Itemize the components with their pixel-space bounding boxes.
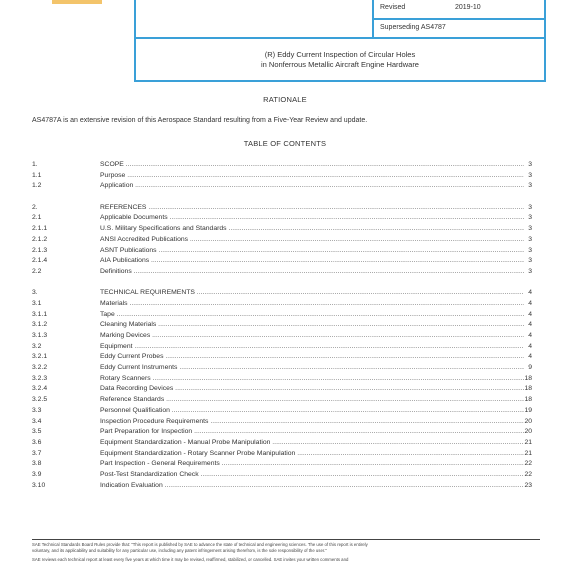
toc-entry[interactable] <box>32 331 532 342</box>
toc-entry-title: Rotary Scanners ..... <box>100 374 524 385</box>
toc-entry-page: 4 <box>528 321 532 329</box>
toc-entry-title: TECHNICAL REQUIREMENTS ..... <box>100 288 524 299</box>
toc-entry-title: Materials ..... <box>100 299 524 310</box>
toc-entry-title: Equipment Standardization - Rotary Scanner Probe Manipulation ..... <box>100 449 524 460</box>
toc-entry-number: 3.1.2 <box>32 321 48 329</box>
toc-entry[interactable] <box>32 256 532 267</box>
footer-rule <box>32 539 540 540</box>
toc-entry[interactable] <box>32 246 532 257</box>
toc-entry-number: 2.1.4 <box>32 257 48 265</box>
toc-entry[interactable] <box>32 267 532 278</box>
toc-entry-title: Indication Evaluation ..... <box>100 481 524 492</box>
toc-entry-title: Part Inspection - General Requirements ..... <box>100 459 524 470</box>
toc-entry-number: 3.9 <box>32 470 42 478</box>
toc-entry-page: 18 <box>524 385 532 393</box>
toc-entry[interactable] <box>32 449 532 460</box>
superseding-note: Superseding AS4787 <box>380 24 446 31</box>
toc-entry-number: 3.2.1 <box>32 353 48 361</box>
toc-entry[interactable] <box>32 213 532 224</box>
toc-entry-page: 21 <box>524 438 532 446</box>
toc-entry-number: 3.2.3 <box>32 374 48 382</box>
toc-entry-page: 3 <box>528 257 532 265</box>
toc-entry-number: 1. <box>32 161 38 168</box>
toc-entry-title: Eddy Current Probes ..... <box>100 352 524 363</box>
toc-entry-number: 3.4 <box>32 417 42 425</box>
toc-entry-title: AIA Publications ..... <box>100 256 524 267</box>
toc-entry[interactable] <box>32 224 532 235</box>
toc-entry-number: 3.2.2 <box>32 364 48 372</box>
toc-entry-page: 3 <box>528 235 532 243</box>
toc-entry[interactable] <box>32 417 532 428</box>
toc-entry-number: 3.5 <box>32 428 42 436</box>
toc-entry-page: 4 <box>528 289 532 297</box>
revised-date: 2019-10 <box>455 4 481 11</box>
toc-entry-number: 1.2 <box>32 182 42 190</box>
toc-entry-page: 4 <box>528 299 532 307</box>
toc-group-spacer <box>32 278 532 289</box>
toc-entry-page: 4 <box>528 310 532 318</box>
toc-entry-title: Applicable Documents ..... <box>100 213 524 224</box>
toc-entry-title: Definitions ..... <box>100 267 524 278</box>
toc-entry[interactable] <box>32 235 532 246</box>
toc-entry-page: 22 <box>524 460 532 468</box>
toc-entry-title: Part Preparation for Inspection ..... <box>100 427 524 438</box>
toc-entry[interactable] <box>32 374 532 385</box>
toc-entry[interactable] <box>32 181 532 192</box>
rationale-text: AS4787A is an extensive revision of this Aerospace Standard resulting from a Five-Year Review and update. <box>32 117 368 124</box>
toc-entry[interactable] <box>32 299 532 310</box>
header-border-right <box>544 0 546 82</box>
toc-entry-title: ASNT Publications ..... <box>100 246 524 257</box>
toc-entry[interactable] <box>32 481 532 492</box>
toc-entry[interactable] <box>32 310 532 321</box>
toc-entry-page: 19 <box>524 406 532 414</box>
toc-entry-title: Cleaning Materials ..... <box>100 320 524 331</box>
header-border-row <box>372 18 546 20</box>
toc-entry-title: Equipment ..... <box>100 342 524 353</box>
toc-entry-title: REFERENCES ..... <box>100 203 524 214</box>
toc-entry-number: 3.7 <box>32 449 42 457</box>
toc-entry-number: 3.2 <box>32 342 42 350</box>
toc-entry-title: Equipment Standardization - Manual Probe Manipulation ..... <box>100 438 524 449</box>
toc-entry-number: 3. <box>32 289 38 297</box>
toc-entry-page: 3 <box>528 267 532 275</box>
toc-entry-page: 22 <box>524 470 532 478</box>
toc-entry-page: 3 <box>528 182 532 190</box>
toc-entry[interactable] <box>32 395 532 406</box>
document-title-line-2: in Nonferrous Metallic Aircraft Engine Hardware <box>261 60 419 69</box>
toc-entry-page: 20 <box>524 428 532 436</box>
toc-entry-number: 3.8 <box>32 460 42 468</box>
toc-entry-page: 4 <box>528 353 532 361</box>
toc-entry-title: Personnel Qualification ..... <box>100 406 524 417</box>
toc-entry-title: Purpose ..... <box>100 171 524 182</box>
toc-entry-page: 4 <box>528 332 532 339</box>
toc-entry-number: 3.1.1 <box>32 310 48 318</box>
toc-entry-title: Data Recording Devices ..... <box>100 384 524 395</box>
toc-entry-title: Post-Test Standardization Check ..... <box>100 470 524 481</box>
toc-entry-title: Marking Devices ..... <box>100 331 524 342</box>
toc-entry[interactable] <box>32 352 532 363</box>
toc-entry-page: 18 <box>524 374 532 382</box>
toc-entry-number: 1.1 <box>32 171 42 179</box>
footer-notice-3: SAE reviews each technical report at least every five years at which time it may be revised, reaffirmed, stabilized, or cancelled. SAE invites your written comments and <box>32 557 349 562</box>
toc-entry-number: 2.1.1 <box>32 225 48 233</box>
toc-entry-number: 3.6 <box>32 438 42 446</box>
toc-entry[interactable] <box>32 320 532 331</box>
toc-entry-title: U.S. Military Specifications and Standards ..... <box>100 224 524 235</box>
toc-entry-title: Eddy Current Instruments ..... <box>100 363 524 374</box>
toc-entry-title: Application ..... <box>100 181 524 192</box>
toc-entry-page: 23 <box>524 481 532 489</box>
toc-entry-page: 4 <box>528 342 532 350</box>
revised-label: Revised <box>380 4 406 11</box>
rationale-heading: RATIONALE <box>263 95 307 104</box>
toc-entry[interactable] <box>32 438 532 449</box>
toc-entry-title: SCOPE ..... <box>100 160 524 171</box>
toc-entry-number: 3.10 <box>32 481 46 489</box>
toc-entry-number: 2. <box>32 203 38 211</box>
toc-entry-page: 3 <box>528 171 532 179</box>
toc-entry-number: 2.2 <box>32 267 42 275</box>
toc-entry[interactable] <box>32 160 532 171</box>
toc-entry-page: 21 <box>524 449 532 457</box>
toc-entry-page: 3 <box>528 225 532 233</box>
toc-entry-number: 2.1.3 <box>32 246 48 254</box>
toc-entry-number: 3.1 <box>32 299 42 307</box>
toc-entry-number: 3.3 <box>32 406 42 414</box>
toc-entry[interactable] <box>32 288 532 299</box>
table-of-contents <box>32 160 532 491</box>
toc-entry-number: 3.2.4 <box>32 385 48 393</box>
toc-entry-title: ANSI Accredited Publications ..... <box>100 235 524 246</box>
toc-entry-number: 2.1.2 <box>32 235 48 243</box>
toc-entry-page: 18 <box>524 396 532 404</box>
toc-entry-title: Reference Standards ..... <box>100 395 524 406</box>
toc-entry[interactable] <box>32 171 532 182</box>
toc-entry-number: 3.1.3 <box>32 332 48 339</box>
toc-entry[interactable] <box>32 363 532 374</box>
toc-entry[interactable] <box>32 459 532 470</box>
toc-group-spacer <box>32 192 532 203</box>
document-title-line-1: (R) Eddy Current Inspection of Circular Holes <box>264 50 416 59</box>
toc-entry-page: 20 <box>524 417 532 425</box>
toc-entry-title: Tape ..... <box>100 310 524 321</box>
footer-notice-2: voluntary, and its applicability and suitability for any particular use, including any patent infringement arising therefrom, is the sole responsibility of the user." <box>32 548 327 553</box>
toc-heading: TABLE OF CONTENTS <box>243 139 327 148</box>
toc-entry[interactable] <box>32 342 532 353</box>
toc-entry-page: 3 <box>528 246 532 254</box>
toc-entry-page: 3 <box>528 214 532 222</box>
header-border-mid <box>134 37 546 39</box>
toc-entry[interactable] <box>32 406 532 417</box>
toc-entry-title: Inspection Procedure Requirements ..... <box>100 417 524 428</box>
sae-logo-fragment <box>52 0 102 4</box>
toc-entry-page: 3 <box>528 161 532 168</box>
toc-entry[interactable] <box>32 384 532 395</box>
footer-notice-1: SAE Technical Standards Board Rules provide that: "This report is published by SAE to advance the state of technical and engineering sciences. The use of this report is entirely <box>32 542 368 547</box>
header-border-bottom <box>134 80 546 82</box>
toc-entry[interactable] <box>32 470 532 481</box>
toc-entry[interactable] <box>32 203 532 214</box>
toc-entry-page: 9 <box>528 364 532 372</box>
toc-entry[interactable] <box>32 427 532 438</box>
toc-entry-number: 3.2.5 <box>32 396 48 404</box>
toc-entry-number: 2.1 <box>32 214 42 222</box>
toc-entry-page: 3 <box>528 203 532 211</box>
